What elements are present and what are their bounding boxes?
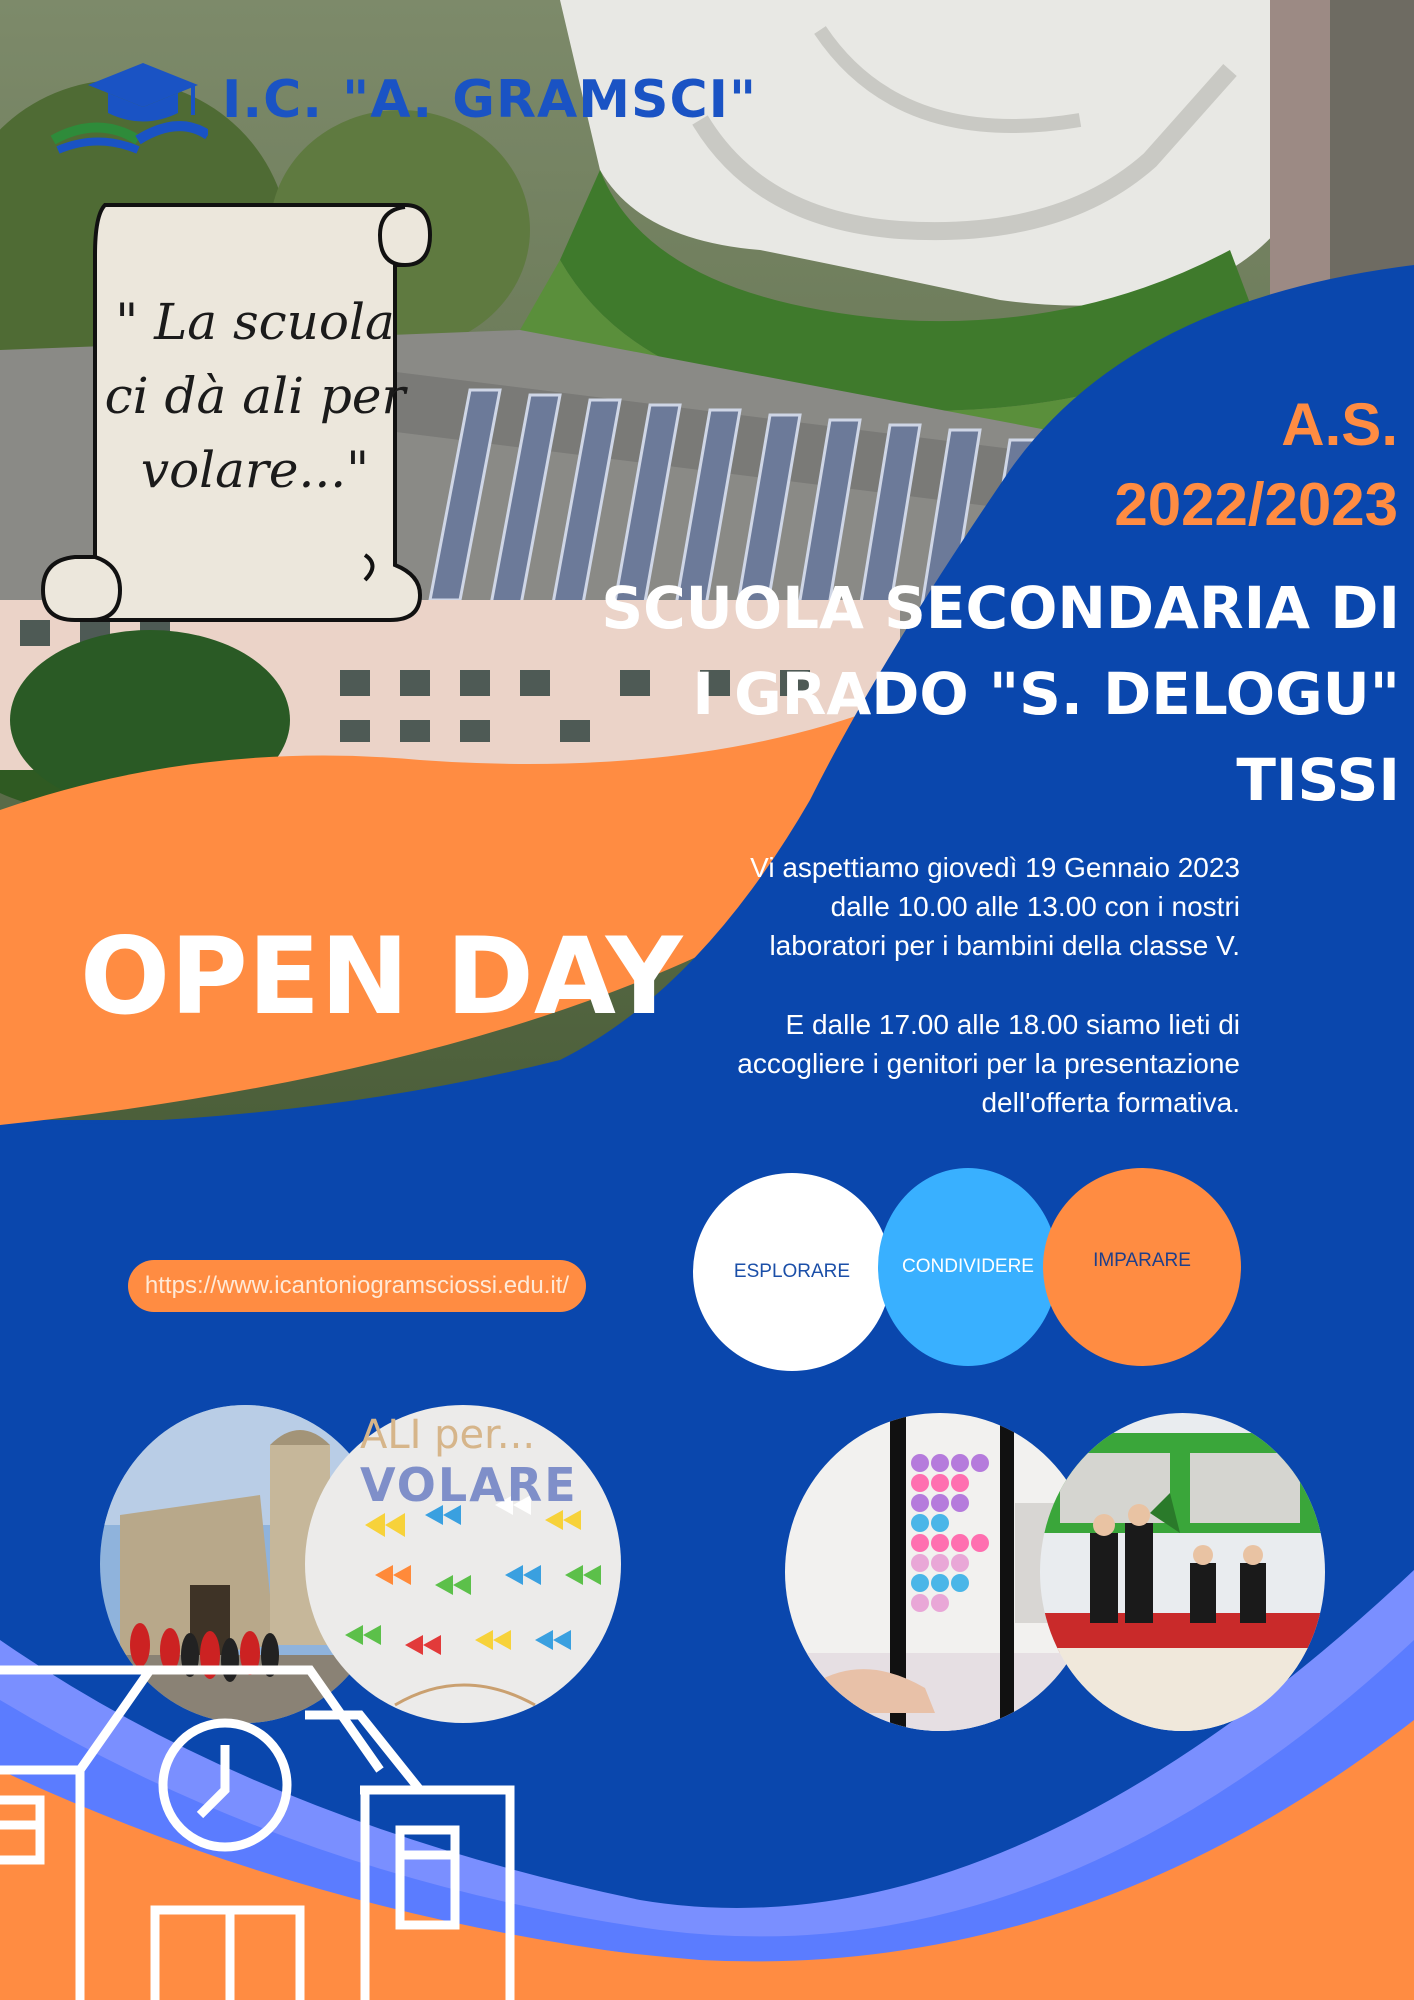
description-line: laboratori per i bambini della classe V. [769, 930, 1240, 961]
event-description-afternoon [620, 1005, 1240, 1122]
school-building-clock-icon [0, 1660, 560, 2000]
school-year-label: A.S. [1281, 391, 1398, 458]
description-line: dell'offerta formativa. [981, 1087, 1240, 1118]
school-logo-text: I.C. "A. GRAMSCI" [222, 70, 758, 130]
school-name-line: SCUOLA SECONDARIA DI [601, 574, 1400, 642]
photo-caption-small: ALI per... [360, 1412, 536, 1458]
school-name-line: I GRADO "S. DELOGU" [692, 660, 1400, 728]
description-line: E dalle 17.00 alle 18.00 siamo lieti di [785, 1009, 1240, 1040]
value-circle-share [878, 1168, 1058, 1366]
quote-line: volare..." [140, 441, 370, 499]
photo-caption [360, 1458, 578, 1512]
quote-line: ci dà ali per [104, 367, 406, 425]
description-line: dalle 10.00 alle 13.00 con i nostri [830, 891, 1240, 922]
value-circle-explore [693, 1173, 891, 1371]
website-link[interactable]: https://www.icantoniogramsciossi.edu.it/ [128, 1260, 586, 1312]
value-label: IMPARARE [1093, 1250, 1191, 1271]
scroll-quote [95, 285, 415, 507]
value-label: CONDIVIDERE [902, 1256, 1034, 1277]
event-description-morning [620, 848, 1240, 965]
school-name-line: TISSI [1236, 746, 1400, 814]
description-line: accogliere i genitori per la presentazione [737, 1048, 1240, 1079]
quote-line: " La scuola [115, 293, 395, 351]
ceremony-photo [1040, 1413, 1325, 1731]
event-title: OPEN DAY [80, 915, 683, 1038]
value-label: ESPLORARE [733, 1261, 851, 1282]
photo-caption-text: VOLARE [360, 1458, 578, 1512]
school-year-value: 2022/2023 [1114, 471, 1398, 538]
school-logo-icon [48, 55, 208, 155]
description-line: Vi aspettiamo giovedì 19 Gennaio 2023 [750, 852, 1240, 883]
value-circle-learn [1043, 1168, 1241, 1366]
